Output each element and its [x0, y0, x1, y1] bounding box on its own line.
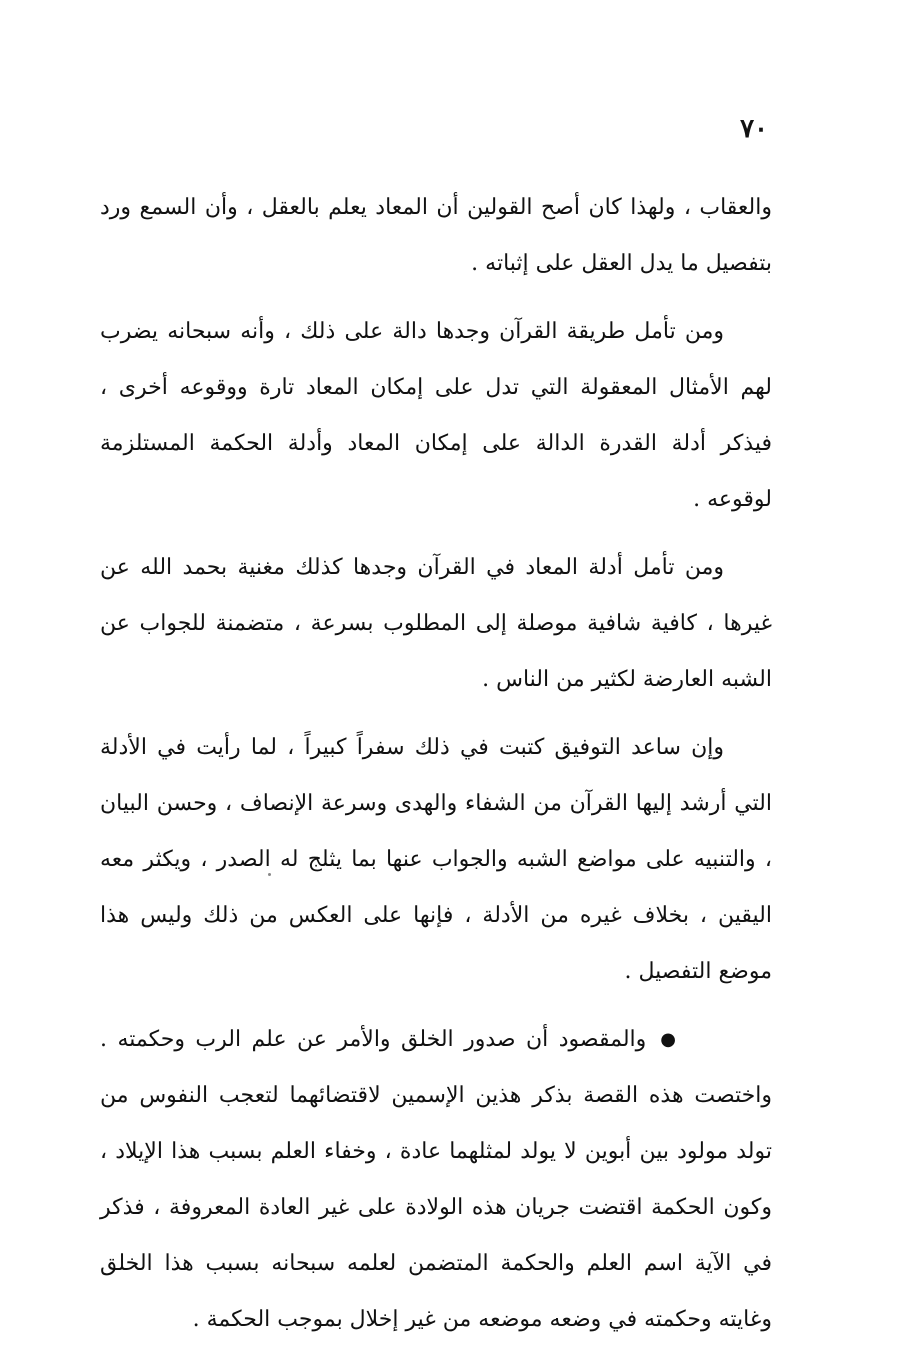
bullet-icon: ● [660, 1029, 676, 1050]
print-speck [268, 873, 271, 876]
paragraph-5 [100, 1012, 772, 1348]
paragraph-1: والعقاب ، ولهذا كان أصح القولين أن المعاد يعلم بالعقل ، وأن السمع ورد بتفصيل ما يدل العقل على إثباته . [100, 195, 772, 276]
paragraph-5-text: والمقصود أن صدور الخلق والأمر عن علم الرب وحكمته . واختصت هذه القصة بذكر هذين الإسمين لاقتضائهما لتعجب النفوس من تولد مولود بين أبوين لا يولد لمثلهما عادة ، وخفاء العلم بسبب هذا الإيلاد ، وكون الحكمة اقتضت جريان هذه الولادة على غير العادة المعروفة ، فذكر في الآية اسم العلم والحكمة المتضمن لعلمه سبحانه بسبب هذا الخلق وغايته وحكمته في وضعه موضعه من غير إخلال بموجب الحكمة . [100, 1027, 772, 1332]
paragraph-4: وإن ساعد التوفيق كتبت في ذلك سفراً كبيراً ، لما رأيت في الأدلة التي أرشد إليها القرآن من الشفاء والهدى وسرعة الإنصاف ، وحسن البيان ، والتنبيه على مواضع الشبه والجواب عنها بما يثلج له الصدر ، ويكثر معه اليقين ، بخلاف غيره من الأدلة ، فإنها على العكس من ذلك وليس هذا موضع التفصيل . [100, 735, 772, 984]
paragraph-2: ومن تأمل طريقة القرآن وجدها دالة على ذلك ، وأنه سبحانه يضرب لهم الأمثال المعقولة التي تدل على إمكان المعاد تارة ووقوعه أخرى ، فيذكر أدلة القدرة الدالة على إمكان المعاد وأدلة الحكمة المستلزمة لوقوعه . [100, 319, 772, 512]
body-text [100, 180, 772, 1360]
page-number: ٧٠ [740, 114, 768, 144]
paragraph-3: ومن تأمل أدلة المعاد في القرآن وجدها كذلك مغنية بحمد الله عن غيرها ، كافية شافية موصلة إلى المطلوب بسرعة ، متضمنة للجواب عن الشبه العارضة لكثير من الناس . [100, 555, 772, 692]
